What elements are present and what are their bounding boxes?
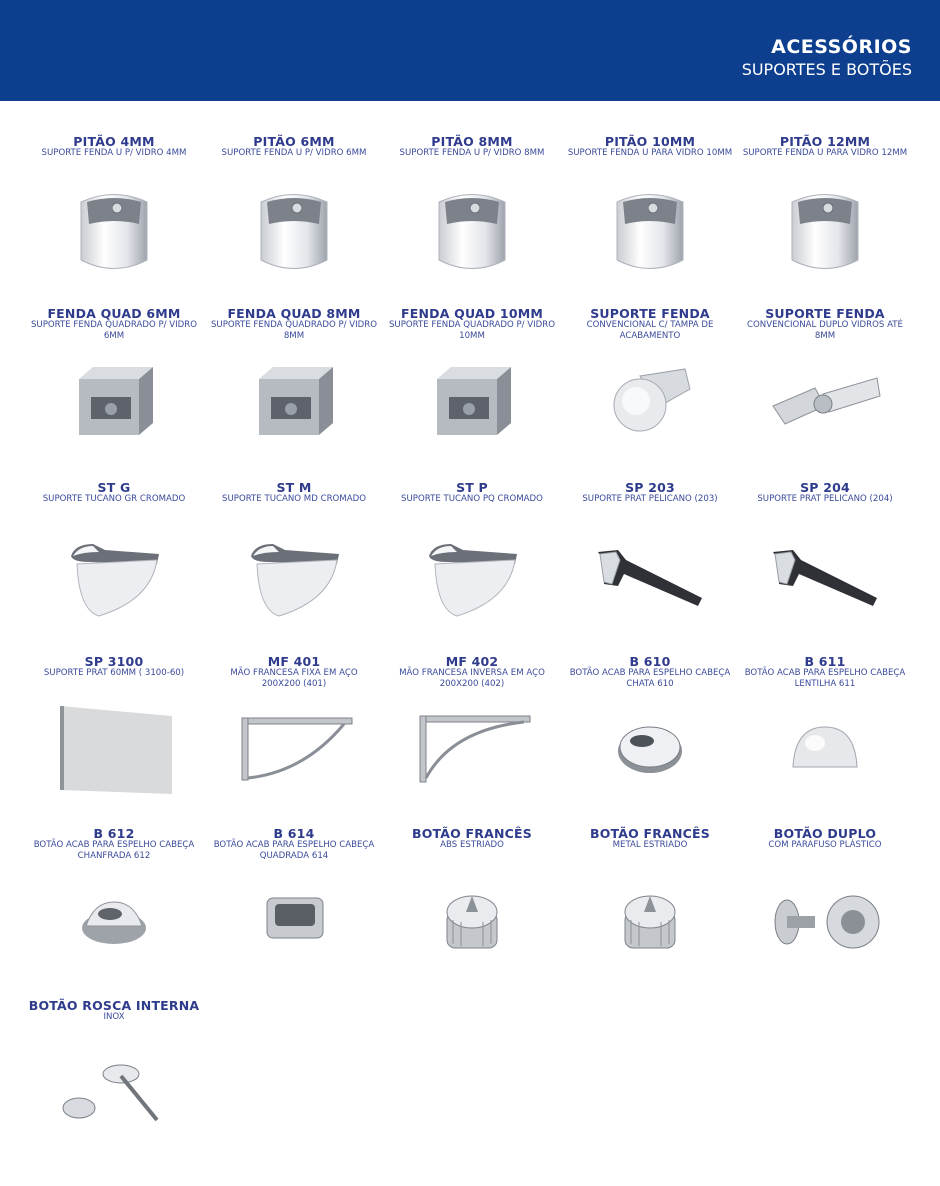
product-card — [737, 480, 913, 505]
product-card — [384, 826, 560, 851]
product-card — [206, 654, 382, 690]
product-description: BOTÃO ACAB PARA ESPELHO CABEÇA QUADRADA 614 — [213, 840, 375, 861]
mao-francesa-icon — [206, 694, 382, 804]
product-name: BOTÃO ROSCA INTERNA — [28, 998, 200, 1013]
tucano-icon — [384, 520, 560, 630]
product-name: SP 3100 — [84, 654, 144, 669]
product-name: ST M — [276, 480, 312, 495]
product-description: SUPORTE PRAT PELICANO (203) — [582, 494, 718, 504]
product-name: FENDA QUAD 8MM — [227, 306, 361, 321]
product-card — [384, 654, 560, 690]
product-description: SUPORTE PRAT PELICANO (204) — [757, 494, 893, 504]
product-description: MÃO FRANCESA FIXA EM AÇO 200X200 (401) — [230, 668, 358, 689]
fenda-quad-icon — [384, 346, 560, 456]
product-card — [206, 306, 382, 342]
product-name: MF 402 — [445, 654, 499, 669]
product-card — [206, 826, 382, 862]
fenda-quad-icon — [206, 346, 382, 456]
product-name: SUPORTE FENDA — [590, 306, 710, 321]
product-name: B 614 — [273, 826, 315, 841]
product-card — [206, 134, 382, 159]
product-name: PITÃO 12MM — [779, 134, 871, 149]
product-card — [26, 826, 202, 862]
product-card — [562, 654, 738, 690]
product-description: SUPORTE FENDA QUADRADO P/ VIDRO 8MM — [210, 320, 378, 341]
product-description: BOTÃO ACAB PARA ESPELHO CABEÇA CHATA 610 — [569, 668, 731, 689]
product-description: COM PARAFUSO PLÁSTICO — [768, 840, 882, 850]
botao-quadrada-icon — [206, 866, 382, 976]
product-description: SUPORTE PRAT 60MM ( 3100-60) — [43, 668, 185, 678]
product-name: B 612 — [93, 826, 135, 841]
product-description: SUPORTE FENDA U PARA VIDRO 12MM — [742, 148, 908, 158]
product-name: PITÃO 8MM — [431, 134, 513, 149]
product-name: B 610 — [629, 654, 671, 669]
product-description: SUPORTE TUCANO PQ CROMADO — [401, 494, 543, 504]
product-card — [737, 306, 913, 342]
product-name: ST P — [456, 480, 488, 495]
product-description: SUPORTE FENDA U PARA VIDRO 10MM — [567, 148, 733, 158]
product-name: B 611 — [804, 654, 846, 669]
pitao-icon — [26, 174, 202, 284]
product-description: SUPORTE TUCANO GR CROMADO — [42, 494, 186, 504]
product-description: CONVENCIONAL C/ TAMPA DE ACABAMENTO — [586, 320, 714, 341]
page-title: ACESSÓRIOS — [771, 36, 912, 58]
product-card — [26, 998, 202, 1023]
product-name: ST G — [97, 480, 131, 495]
product-description: SUPORTE TUCANO MD CROMADO — [222, 494, 366, 504]
fenda-quad-icon — [26, 346, 202, 456]
page-subtitle: SUPORTES E BOTÕES — [741, 60, 912, 79]
pitao-icon — [737, 174, 913, 284]
botao-frances-icon — [562, 866, 738, 976]
product-card — [737, 654, 913, 690]
product-description: SUPORTE FENDA QUADRADO P/ VIDRO 10MM — [388, 320, 556, 341]
botao-chata-icon — [562, 694, 738, 804]
product-card — [26, 654, 202, 679]
product-card — [26, 306, 202, 342]
product-description: MÃO FRANCESA INVERSA EM AÇO 200X200 (402) — [399, 668, 545, 689]
botao-rosca-icon — [26, 1038, 202, 1148]
product-card — [562, 134, 738, 159]
product-name: BOTÃO FRANCÊS — [412, 826, 532, 841]
product-card — [26, 134, 202, 159]
pelicano-icon — [737, 520, 913, 630]
product-card — [562, 480, 738, 505]
product-card — [206, 480, 382, 505]
suporte-prat-icon — [26, 694, 202, 804]
botao-frances-icon — [384, 866, 560, 976]
pitao-icon — [562, 174, 738, 284]
pitao-icon — [206, 174, 382, 284]
product-name: FENDA QUAD 10MM — [400, 306, 543, 321]
product-description: METAL ESTRIADO — [612, 840, 688, 850]
product-description: SUPORTE FENDA U P/ VIDRO 4MM — [41, 148, 187, 158]
botao-duplo-icon — [737, 866, 913, 976]
pitao-icon — [384, 174, 560, 284]
product-name: PITÃO 6MM — [253, 134, 335, 149]
product-card — [384, 480, 560, 505]
product-description: ABS ESTRIADO — [440, 840, 504, 850]
product-card — [737, 134, 913, 159]
mao-francesa-inversa-icon — [384, 694, 560, 804]
product-name: MF 401 — [267, 654, 321, 669]
product-card — [562, 826, 738, 851]
product-card — [562, 306, 738, 342]
page-header — [0, 0, 940, 101]
product-card — [384, 134, 560, 159]
product-name: SP 204 — [800, 480, 850, 495]
product-description: BOTÃO ACAB PARA ESPELHO CABEÇA LENTILHA 611 — [744, 668, 906, 689]
product-name: FENDA QUAD 6MM — [47, 306, 181, 321]
product-name: PITÃO 10MM — [604, 134, 696, 149]
product-card — [26, 480, 202, 505]
product-description: SUPORTE FENDA QUADRADO P/ VIDRO 6MM — [30, 320, 198, 341]
product-card — [737, 826, 913, 851]
product-card — [384, 306, 560, 342]
product-description: INOX — [103, 1012, 125, 1022]
product-name: BOTÃO DUPLO — [773, 826, 877, 841]
product-description: BOTÃO ACAB PARA ESPELHO CABEÇA CHANFRADA 612 — [33, 840, 195, 861]
product-description: SUPORTE FENDA U P/ VIDRO 6MM — [221, 148, 367, 158]
suporte-fenda-duplo-icon — [737, 346, 913, 456]
product-name: BOTÃO FRANCÊS — [590, 826, 710, 841]
tucano-icon — [206, 520, 382, 630]
product-name: SUPORTE FENDA — [765, 306, 885, 321]
botao-lentilha-icon — [737, 694, 913, 804]
product-name: PITÃO 4MM — [73, 134, 155, 149]
botao-chanfrada-icon — [26, 866, 202, 976]
product-name: SP 203 — [625, 480, 675, 495]
product-description: CONVENCIONAL DUPLO VIDROS ATÉ 8MM — [747, 320, 903, 341]
product-description: SUPORTE FENDA U P/ VIDRO 8MM — [399, 148, 545, 158]
suporte-fenda-tampa-icon — [562, 346, 738, 456]
pelicano-icon — [562, 520, 738, 630]
tucano-icon — [26, 520, 202, 630]
